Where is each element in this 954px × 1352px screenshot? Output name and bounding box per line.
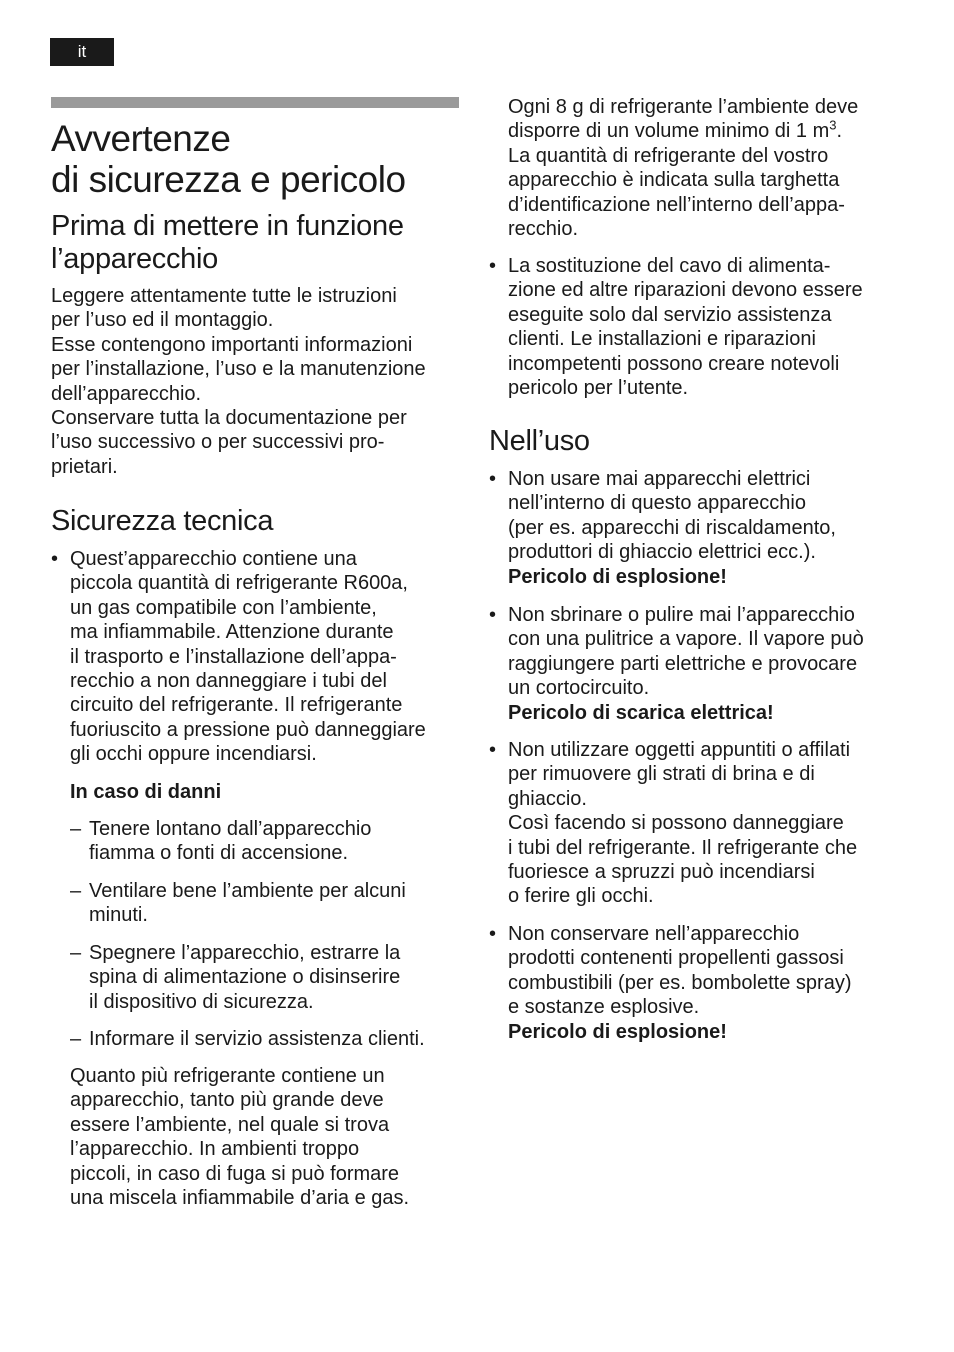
warning-text: Pericolo di esplosione! <box>508 565 727 588</box>
bullet-icon: • <box>489 468 497 490</box>
list-item: • Non sbrinare o pulire mai l’apparecchio con una pulitrice a vapore. Il vapore può raggiungere parti elettriche e provocare un cortocircuito. Pericolo di scarica elettrica! <box>489 604 864 724</box>
bullet-icon: • <box>489 255 497 277</box>
damage-subheading: In caso di danni <box>70 781 222 803</box>
bullet-icon: • <box>489 923 497 945</box>
heading-in-use: Nell’uso <box>489 425 590 457</box>
dash-icon: – <box>70 942 82 964</box>
list-item: • La sostituzione del cavo di alimenta- zione ed altre riparazioni devono essere eseguite solo dal servizio assistenza clienti. Le installazioni e riparazioni incompetenti possono creare notevoli pericolo per l’utente. <box>489 255 863 400</box>
bullet-icon: • <box>51 548 59 570</box>
bullet-icon: • <box>489 739 497 761</box>
volume-paragraph: Ogni 8 g di refrigerante l’ambiente deve disporre di un volume minimo di 1 $m^3$. La quantità di refrigerante del vostro apparecchio è indicata sulla targhetta d’identificazione nell’interno dell’appa- recchio. <box>508 96 859 241</box>
section-rule <box>51 97 459 108</box>
page-title: Avvertenze di sicurezza e pericolo <box>51 118 406 200</box>
warning-text: Pericolo di esplosione! <box>508 1020 727 1043</box>
list-item: • Quest’apparecchio contiene una piccola quantità di refrigerante R600a, un gas compatibile con l’ambiente, ma infiammabile. Attenzione durante il trasporto e l’installazione dell’appa- recchio a non danneggiare i tubi del circuito del refrigerante. Il refrigerante fuoriuscito a pressione può danneggiare gli occhi oppure incendiarsi. <box>51 548 426 766</box>
list-item: • Non conservare nell’apparecchio prodotti contenenti propellenti gassosi combustibili (per es. bombolette spray) e sostanze esplosive. Pericolo di esplosione! <box>489 923 852 1043</box>
language-tab: it <box>50 38 114 66</box>
dash-icon: – <box>70 818 82 840</box>
heading-technical-safety: Sicurezza tecnica <box>51 505 274 537</box>
dash-icon: – <box>70 880 82 902</box>
dash-icon: – <box>70 1028 82 1050</box>
bullet-icon: • <box>489 604 497 626</box>
list-item: • Non utilizzare oggetti appuntiti o affilati per rimuovere gli strati di brina e di ghiaccio. Così facendo si possono danneggiare i tubi del refrigerante. Il refrigerante che fuoriesce a spruzzi può incendiarsi o ferire gli occhi. <box>489 739 858 908</box>
list-item: – Informare il servizio assistenza clienti. <box>70 1028 425 1050</box>
intro-paragraph: Leggere attentamente tutte le istruzioni per l’uso ed il montaggio. Esse contengono importanti informazioni per l’installazione, l’uso e la manutenzione dell’apparecchio. Conservare tutta la documentazione per l’uso successivo o per successivi pro- prietari. <box>51 285 426 478</box>
warning-text: Pericolo di scarica elettrica! <box>508 701 774 724</box>
heading-before-use: Prima di mettere in funzione l’apparecchio <box>51 210 404 275</box>
list-item: • Non usare mai apparecchi elettrici nell’interno di questo apparecchio (per es. apparecchi di riscaldamento, produttori di ghiaccio elettrici ecc.). Pericolo di esplosione! <box>489 468 836 588</box>
list-item: – Ventilare bene l’ambiente per alcuni minuti. <box>70 880 406 927</box>
list-item: – Tenere lontano dall’apparecchio fiamma o fonti di accensione. <box>70 818 372 865</box>
quantity-paragraph: Quanto più refrigerante contiene un apparecchio, tanto più grande deve essere l’ambiente, nel quale si trova l’apparecchio. In ambienti troppo piccoli, in caso di fuga si può formare una miscela infiammabile d’aria e gas. <box>70 1065 410 1210</box>
list-item: – Spegnere l’apparecchio, estrarre la spina di alimentazione o disinserire il dispositivo di sicurezza. <box>70 942 401 1013</box>
